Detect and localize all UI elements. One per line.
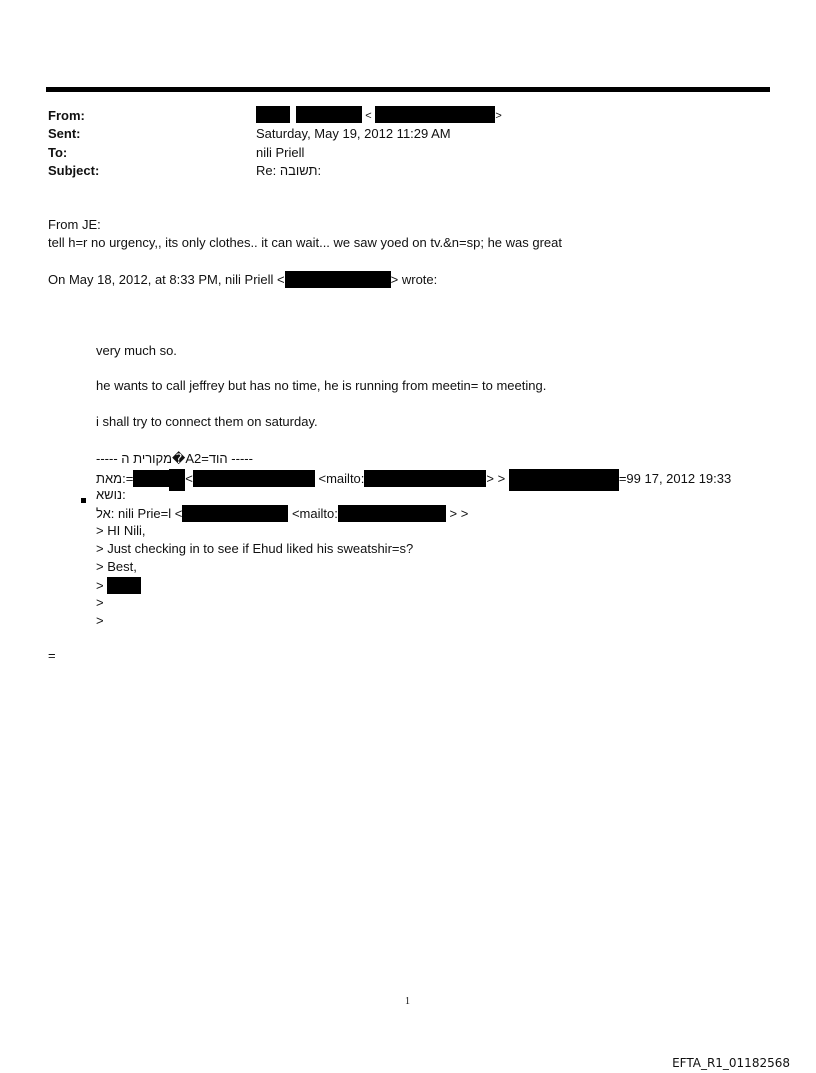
body-line1: tell h=r no urgency,, its only clothes.. it can wait... we saw yoed on tv.&n=sp; he was great	[48, 235, 563, 250]
redaction	[338, 505, 446, 522]
redaction	[296, 106, 362, 123]
lt1: <	[185, 471, 193, 486]
quoted-from-line	[96, 469, 731, 491]
gtgt2: > >	[449, 506, 469, 521]
redaction	[509, 469, 619, 491]
from-heb: מאת:=	[96, 471, 134, 486]
date-tail: =99 17, 2012 19:33	[618, 471, 732, 486]
on-date-suffix: > wrote:	[390, 272, 438, 287]
quoted-wants-call: he wants to call jeffrey but has no time, he is running from meetin= to meeting.	[96, 378, 547, 393]
quoted-original-msg: ----- מקורית ה�A2=הוד -----	[96, 451, 253, 466]
quoted-signature	[96, 577, 141, 594]
to-value: nili Priell	[256, 145, 305, 160]
subject-value: Re: תשובה:	[256, 163, 322, 178]
quoted-hi: > HI Nili,	[96, 523, 146, 538]
quoted-best: > Best,	[96, 559, 137, 574]
quoted-to-line	[96, 505, 468, 522]
from-lt: <	[365, 110, 372, 122]
bullet-marker	[81, 498, 86, 503]
redaction	[193, 470, 315, 487]
equals-sign: =	[48, 648, 56, 663]
redaction	[256, 106, 290, 123]
mailto2: <mailto:	[291, 506, 338, 521]
to-heb: אל: nili Prie=l <	[96, 506, 183, 521]
page-number: 1	[405, 996, 410, 1007]
from-je: From JE:	[48, 217, 101, 232]
on-date-prefix: On May 18, 2012, at 8:33 PM, nili Priell <	[48, 272, 285, 287]
redaction	[364, 470, 486, 487]
mailto1: <mailto:	[318, 471, 365, 486]
quoted-connect: i shall try to connect them on saturday.	[96, 414, 318, 429]
redaction	[375, 106, 495, 123]
gtgt1: > >	[486, 471, 506, 486]
redaction	[133, 470, 169, 487]
quoted-gt2: >	[96, 613, 104, 628]
from-gt: >	[495, 110, 502, 122]
redaction	[182, 505, 288, 522]
quoted-gt1: >	[96, 595, 104, 610]
from-value	[256, 106, 502, 123]
quoted-subject-heb: נושא:	[96, 487, 126, 502]
quoted-checking: > Just checking in to see if Ehud liked his sweatshir=s?	[96, 541, 414, 556]
gt-sig: >	[96, 578, 104, 593]
redaction	[107, 577, 141, 594]
subject-label: Subject:	[48, 163, 100, 178]
sent-value: Saturday, May 19, 2012 11:29 AM	[256, 126, 451, 141]
redaction	[285, 271, 391, 288]
sent-label: Sent:	[48, 126, 81, 141]
to-label: To:	[48, 145, 68, 160]
quoted-very-much: very much so.	[96, 343, 177, 358]
on-date-line	[48, 271, 437, 288]
redaction	[169, 469, 185, 491]
from-label: From:	[48, 108, 85, 123]
header-rule	[46, 87, 770, 92]
document-id: EFTA_R1_01182568	[672, 1056, 790, 1070]
